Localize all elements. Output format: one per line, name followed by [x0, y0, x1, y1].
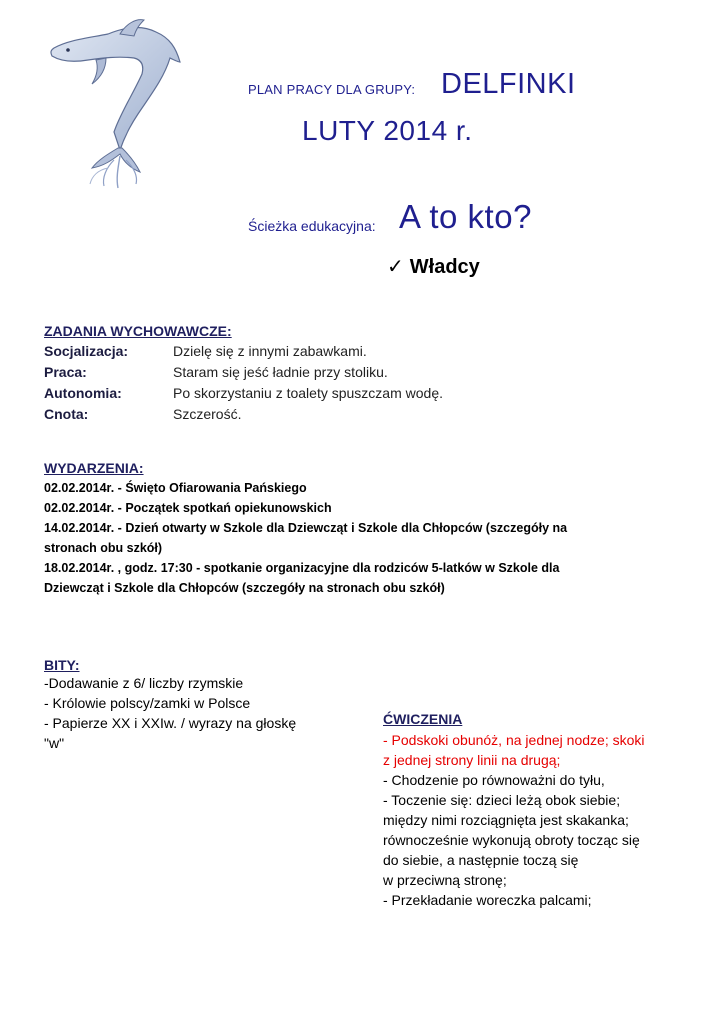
task-value: Szczerość. [173, 406, 242, 422]
exercises-heading: ĆWICZENIA [383, 711, 463, 727]
bity-heading: BITY: [44, 657, 80, 673]
task-key: Praca: [44, 364, 87, 380]
subtopic [387, 254, 480, 279]
exercises-section [383, 711, 683, 910]
task-row [44, 385, 444, 406]
exercise-line: - Podskoki obunóż, na jednej nodze; skoki [383, 732, 645, 748]
event-line: 02.02.2014r. - Święto Ofiarowania Pańskiego [44, 481, 307, 495]
bity-line: - Królowie polscy/zamki w Polsce [44, 695, 251, 711]
task-key: Cnota: [44, 406, 89, 422]
tasks-heading: ZADANIA WYCHOWAWCZE: [44, 323, 232, 339]
task-row [44, 364, 388, 385]
bity-line: -Dodawanie z 6/ liczby rzymskie [44, 675, 244, 691]
event-line: 18.02.2014r. , godz. 17:30 - spotkanie organizacyjne dla rodziców 5-latków w Szkole dla [44, 561, 560, 575]
exercise-line: w przeciwną stronę; [383, 872, 507, 888]
exercise-line: - Przekładanie woreczka palcami; [383, 892, 592, 908]
exercise-line: równocześnie wykonują obroty tocząc się [383, 832, 640, 848]
event-line: 02.02.2014r. - Początek spotkań opiekunowskich [44, 501, 332, 515]
plan-label: PLAN PRACY DLA GRUPY: [248, 82, 416, 97]
bity-section [44, 657, 344, 753]
subtopic-label: Władcy [409, 256, 480, 278]
task-value: Po skorzystaniu z toalety spuszczam wodę. [173, 385, 444, 401]
bity-line: "w" [44, 735, 65, 751]
check-icon: ✓ [387, 256, 404, 278]
events-section [44, 460, 684, 598]
event-line: Dziewcząt i Szkole dla Chłopców (szczegóły na stronach obu szkół) [44, 581, 445, 595]
task-value: Dzielę się z innymi zabawkami. [173, 343, 367, 359]
dolphin-illustration [48, 18, 198, 193]
exercise-line: z jednej strony linii na drugą; [383, 752, 561, 768]
exercise-line: między nimi rozciągnięta jest skakanka; [383, 812, 629, 828]
path-value: A to kto? [399, 198, 532, 235]
task-row [44, 343, 367, 364]
exercise-line: - Toczenie się: dzieci leżą obok siebie; [383, 792, 621, 808]
task-value: Staram się jeść ładnie przy stoliku. [173, 364, 388, 380]
task-key: Socjalizacja: [44, 343, 129, 359]
group-name: DELFINKI [441, 68, 576, 100]
exercise-line: - Chodzenie po równoważni do tyłu, [383, 772, 605, 788]
bity-line: - Papierze XX i XXIw. / wyrazy na głoskę [44, 715, 297, 731]
exercise-line: do siebie, a następnie toczą się [383, 852, 579, 868]
path-label: Ścieżka edukacyjna: [248, 218, 376, 234]
task-key: Autonomia: [44, 385, 122, 401]
event-line: 14.02.2014r. - Dzień otwarty w Szkole dla Dziewcząt i Szkole dla Chłopców (szczegóły na [44, 521, 568, 535]
events-heading: WYDARZENIA: [44, 460, 144, 476]
task-row [44, 406, 242, 427]
event-line: stronach obu szkół) [44, 541, 163, 555]
month-title: LUTY 2014 r. [302, 115, 473, 146]
tasks-section [44, 323, 444, 427]
